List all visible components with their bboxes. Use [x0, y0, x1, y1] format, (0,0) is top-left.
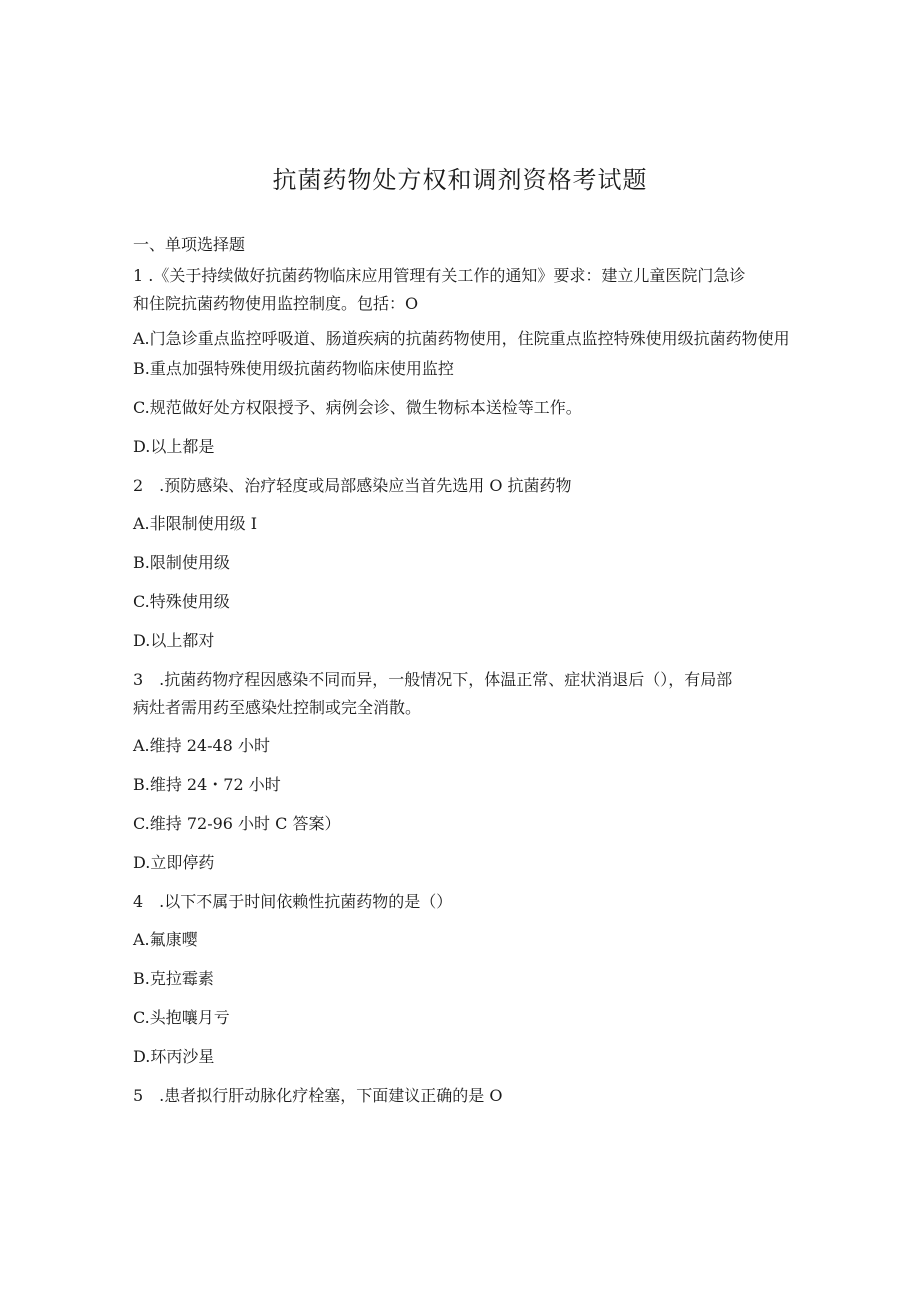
- section-heading: 一、单项选择题: [133, 235, 246, 254]
- question-4-option-b: B.克拉霉素: [133, 969, 214, 988]
- question-1-option-d: D.以上都是: [133, 437, 215, 456]
- question-3-option-b: B.维持 24・72 小时: [133, 775, 281, 794]
- question-5: [133, 1082, 793, 1110]
- question-2-option-d: D.以上都对: [133, 631, 215, 650]
- question-2-option-b: B.限制使用级: [133, 553, 230, 572]
- question-1-option-b: B.重点加强特殊使用级抗菌药物临床使用监控: [133, 359, 454, 378]
- question-4: [133, 888, 793, 1071]
- question-2-option-a: A.非限制使用级 I: [133, 514, 258, 533]
- question-5-stem: [133, 1082, 793, 1110]
- question-4-stem: [133, 888, 793, 916]
- question-3: [133, 666, 793, 877]
- document-title: 抗菌药物处方权和调剂资格考试题: [272, 166, 648, 194]
- question-3-stem: [133, 666, 793, 722]
- question-1-stem: [133, 262, 793, 318]
- question-stem-line: 5 .患者拟行肝动脉化疗栓塞，下面建议正确的是 O: [133, 1086, 503, 1105]
- question-stem-line: 和住院抗菌药物使用监控制度。包括：O: [133, 294, 419, 313]
- question-1: [133, 262, 793, 461]
- question-2-option-c: C.特殊使用级: [133, 592, 230, 611]
- question-3-option-c: C.维持 72-96 小时 C 答案）: [133, 814, 341, 833]
- question-stem-line: 病灶者需用药至感染灶控制或完全消散。: [133, 698, 422, 717]
- question-4-option-d: D.环丙沙星: [133, 1047, 215, 1066]
- question-stem-line: 2 .预防感染、治疗轻度或局部感染应当首先选用 O 抗菌药物: [133, 476, 572, 495]
- question-3-option-a: A.维持 24-48 小时: [133, 736, 270, 755]
- question-4-option-c: C.头抱嚷月亏: [133, 1008, 230, 1027]
- question-2: [133, 472, 793, 655]
- question-1-option-c: C.规范做好处方权限授予、病例会诊、微生物标本送检等工作。: [133, 398, 582, 417]
- question-stem-line: 1 .《关于持续做好抗菌药物临床应用管理有关工作的通知》要求：建立儿童医院门急诊: [133, 266, 746, 285]
- question-list: [133, 262, 793, 1120]
- question-4-option-a: A.氟康嘤: [133, 930, 198, 949]
- question-stem-line: 3 .抗菌药物疗程因感染不同而异，一般情况下，体温正常、症状消退后（），有局部: [133, 670, 733, 689]
- question-2-stem: [133, 472, 793, 500]
- question-1-option-a: A.门急诊重点监控呼吸道、肠道疾病的抗菌药物使用，住院重点监控特殊使用级抗菌药物使用: [133, 329, 790, 348]
- question-3-option-d: D.立即停药: [133, 853, 215, 872]
- question-stem-line: 4 .以下不属于时间依赖性抗菌药物的是（）: [133, 892, 453, 911]
